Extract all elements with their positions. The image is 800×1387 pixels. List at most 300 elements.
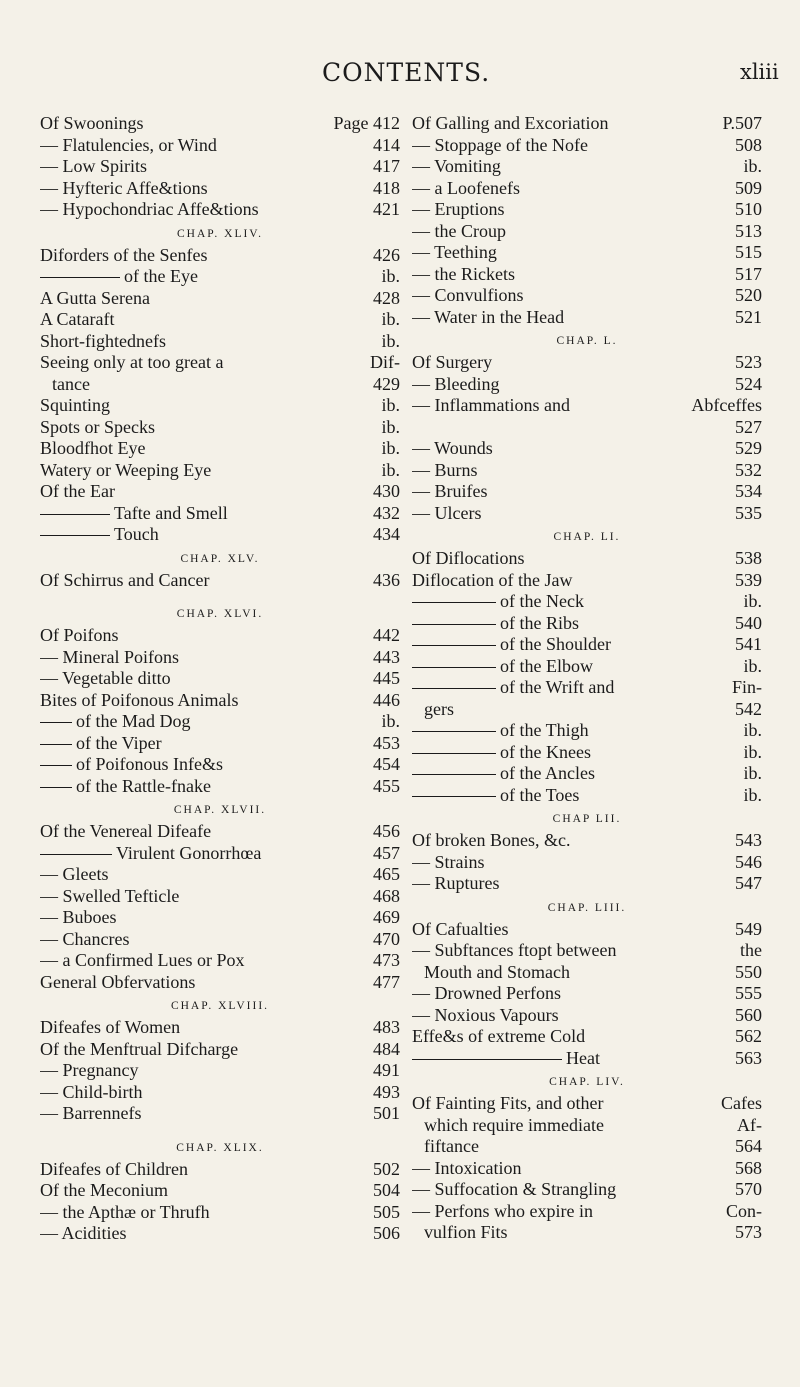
toc-entry	[412, 460, 762, 482]
toc-entry	[412, 264, 762, 286]
entry-page: Cafes	[721, 1093, 762, 1113]
entry-text: which require immediate	[424, 1114, 604, 1135]
entry-page: 470	[373, 928, 400, 949]
toc-entry	[40, 690, 400, 712]
toc-entry	[412, 221, 762, 243]
entry-text: — Mineral Poifons	[40, 646, 179, 667]
toc-entry	[40, 524, 400, 546]
entry-text: — Hypochondriac Affe&tions	[40, 199, 259, 219]
toc-entry	[412, 742, 762, 764]
toc-entry	[412, 352, 762, 374]
entry-page: 539	[735, 569, 762, 590]
entry-title	[40, 733, 362, 755]
entry-title	[412, 1115, 724, 1137]
chapter-heading: CHAP. XLVIII.	[170, 1000, 270, 1012]
entry-text: — the Croup	[412, 220, 506, 241]
entry-text: Seeing only at too great a	[40, 352, 224, 372]
entry-title	[412, 503, 724, 525]
entry-text: Bites of Poifonous Animals	[40, 689, 239, 710]
toc-entry	[40, 570, 400, 592]
toc-entry	[40, 1180, 400, 1202]
entry-text: — Suffocation & Strangling	[412, 1179, 617, 1199]
entry-page: 560	[735, 1004, 762, 1025]
entry-text: Touch	[114, 524, 159, 544]
toc-entry	[40, 1159, 400, 1181]
entry-page: 454	[373, 754, 400, 774]
entry-page: 509	[735, 177, 762, 198]
entry-title	[412, 438, 724, 460]
entry-title	[40, 1017, 362, 1039]
toc-entry	[412, 852, 762, 874]
entry-title	[412, 199, 724, 221]
toc-entry	[40, 625, 400, 647]
entry-title	[40, 843, 362, 865]
entry-title	[40, 1180, 362, 1202]
entry-page: 535	[735, 502, 762, 523]
entry-page: 505	[373, 1201, 400, 1222]
toc-entry	[412, 720, 762, 742]
entry-text: — Water in the Head	[412, 306, 565, 327]
ditto-rule	[412, 731, 496, 732]
entry-page: 421	[373, 199, 400, 219]
spacer	[40, 591, 400, 601]
toc-entry	[40, 481, 400, 503]
toc-entry	[412, 1048, 762, 1070]
entry-title	[40, 668, 362, 690]
entry-text: Difeafes of Children	[40, 1158, 188, 1179]
entry-text: — the Apthæ or Thrufh	[40, 1201, 210, 1222]
entry-title	[412, 742, 724, 764]
entry-title	[40, 352, 362, 374]
entry-title	[40, 1223, 362, 1245]
toc-entry	[412, 178, 762, 200]
toc-entry	[412, 1158, 762, 1180]
toc-entry	[40, 1017, 400, 1039]
toc-entry	[40, 438, 400, 460]
entry-title	[40, 950, 362, 972]
entry-text: — Bruifes	[412, 481, 488, 501]
entry-text: — Eruptions	[412, 199, 505, 219]
entry-page: ib.	[381, 711, 400, 731]
toc-entry	[412, 613, 762, 635]
chapter-heading: CHAP. LIII.	[547, 901, 627, 914]
entry-title	[40, 972, 362, 994]
entry-text: Of Swoonings	[40, 113, 144, 133]
entry-text: of the Ribs	[500, 612, 579, 633]
entry-page: 426	[373, 244, 400, 265]
toc-entry	[40, 417, 400, 439]
entry-page: 573	[735, 1222, 762, 1242]
chapter-heading: CHAP. XLVI.	[176, 608, 264, 620]
toc-entry	[40, 843, 400, 865]
entry-page: 508	[735, 134, 762, 155]
entry-title	[412, 1201, 724, 1223]
toc-entry	[40, 1223, 400, 1245]
entry-page: 534	[735, 481, 762, 501]
entry-title	[40, 245, 362, 267]
entry-page: 547	[735, 873, 762, 893]
entry-page: 469	[373, 907, 400, 927]
entry-page: ib.	[381, 309, 400, 329]
entry-text: — Noxious Vapours	[412, 1004, 559, 1025]
entry-page: 436	[373, 569, 400, 590]
entry-title	[412, 374, 724, 396]
entry-title	[412, 307, 724, 329]
entry-page: 543	[735, 830, 762, 850]
entry-page: 564	[735, 1136, 762, 1156]
entry-text: Of Surgery	[412, 352, 493, 372]
entry-title	[40, 570, 362, 592]
entry-text: fiftance	[424, 1136, 479, 1156]
toc-entry	[412, 503, 762, 525]
entry-title	[40, 266, 362, 288]
entry-title	[412, 785, 724, 807]
entry-text: — Strains	[412, 851, 485, 872]
toc-entry	[40, 776, 400, 798]
toc-entry	[412, 156, 762, 178]
toc-entry	[40, 331, 400, 353]
entry-text: — Bleeding	[412, 373, 500, 394]
entry-title	[40, 690, 362, 712]
entry-page: 484	[373, 1038, 400, 1059]
entry-page: ib.	[743, 591, 762, 611]
entry-text: — Drowned Perfons	[412, 983, 561, 1003]
entry-text: — Buboes	[40, 907, 117, 927]
entry-title	[40, 1039, 362, 1061]
entry-page: 524	[735, 373, 762, 394]
toc-entry	[412, 1201, 762, 1223]
entry-text: General Obfervations	[40, 971, 196, 992]
entry-page: 465	[373, 864, 400, 884]
toc-entry	[40, 886, 400, 908]
ditto-rule	[412, 624, 496, 625]
chapter-heading: CHAP. XLIV.	[176, 227, 263, 240]
toc-entry	[40, 711, 400, 733]
entry-text: — Subftances ftopt between	[412, 940, 617, 960]
entry-title	[412, 1026, 724, 1048]
toc-entry	[412, 285, 762, 307]
entry-title	[412, 634, 724, 656]
entry-page: 417	[373, 156, 400, 176]
entry-text: tance	[52, 373, 90, 394]
entry-page: 510	[735, 199, 762, 219]
entry-page: Abfceffes	[691, 395, 762, 415]
entry-page: ib.	[381, 416, 400, 437]
entry-text: gers	[424, 698, 454, 719]
entry-text: of the Rattle-fnake	[76, 775, 211, 796]
entry-title	[40, 886, 362, 908]
toc-entry	[412, 830, 762, 852]
entry-text: — Teething	[412, 242, 497, 262]
entry-title	[412, 720, 724, 742]
entry-text: — Stoppage of the Nofe	[412, 134, 588, 155]
entry-text: Watery or Weeping Eye	[40, 459, 212, 480]
entry-title	[412, 570, 724, 592]
toc-entry	[40, 864, 400, 886]
entry-title	[40, 309, 362, 331]
entry-title	[412, 1136, 724, 1158]
entry-text: — Acidities	[40, 1223, 127, 1243]
toc-entry	[40, 309, 400, 331]
chapter-heading: CHAP. LIV.	[549, 1076, 625, 1088]
toc-entry	[40, 245, 400, 267]
entry-page: 538	[735, 548, 762, 568]
toc-entry	[412, 677, 762, 699]
ditto-rule	[412, 645, 496, 646]
toc-entry	[412, 962, 762, 984]
entry-title	[40, 1082, 362, 1104]
entry-page: 453	[373, 732, 400, 753]
page-title: CONTENTS.	[322, 58, 491, 87]
entry-title	[412, 1222, 724, 1244]
entry-page: ib.	[381, 438, 400, 458]
entry-text: Of Cafualties	[412, 918, 509, 939]
entry-page: the	[740, 940, 762, 960]
toc-entry	[412, 1179, 762, 1201]
entry-text: vulfion Fits	[424, 1222, 508, 1242]
toc-entry	[40, 1103, 400, 1125]
entry-page: 550	[735, 961, 762, 982]
toc-entry	[412, 919, 762, 941]
toc-entry	[412, 940, 762, 962]
chapter-heading: CHAP. XLV.	[180, 552, 260, 565]
entry-text: Of Galling and Excoriation	[412, 113, 609, 133]
toc-entry	[40, 972, 400, 994]
chapter-heading: CHAP. XLVII.	[173, 804, 267, 816]
ditto-rule	[40, 535, 110, 536]
entry-text: of the Mad Dog	[76, 711, 191, 731]
ditto-rule	[412, 774, 496, 775]
entry-title	[40, 625, 362, 647]
toc-entry	[412, 199, 762, 221]
entry-page: ib.	[381, 330, 400, 351]
entry-page: 546	[735, 851, 762, 872]
entry-page: 549	[735, 918, 762, 939]
entry-text: Diforders of the Senfes	[40, 244, 208, 265]
entry-text: — Hyfteric Affe&tions	[40, 177, 208, 198]
entry-page: 529	[735, 438, 762, 458]
entry-title	[40, 395, 362, 417]
chapter-heading: CHAP. LI.	[553, 531, 621, 543]
entry-page: 477	[373, 971, 400, 992]
entry-title	[412, 656, 724, 678]
entry-title	[40, 503, 362, 525]
entry-text: Of broken Bones, &c.	[412, 830, 571, 850]
entry-page: P.507	[722, 113, 762, 133]
entry-text: Tafte and Smell	[114, 502, 228, 523]
toc-entry	[412, 570, 762, 592]
entry-page: 445	[373, 668, 400, 688]
entry-page: 532	[735, 459, 762, 480]
toc-entry	[412, 438, 762, 460]
entry-title	[412, 242, 724, 264]
toc-entry	[40, 754, 400, 776]
ditto-rule	[412, 688, 496, 689]
entry-title	[40, 864, 362, 886]
toc-entry	[412, 1222, 762, 1244]
entry-page: 542	[735, 698, 762, 719]
ditto-rule	[40, 765, 72, 766]
contents-column-right	[412, 113, 762, 1244]
entry-title	[40, 776, 362, 798]
toc-entry	[412, 1026, 762, 1048]
entry-page: 468	[373, 885, 400, 906]
toc-entry	[412, 1115, 762, 1137]
entry-text: Heat	[566, 1047, 600, 1068]
ditto-rule	[40, 277, 120, 278]
entry-title	[412, 135, 724, 157]
entry-title	[40, 907, 362, 929]
toc-entry	[40, 113, 400, 135]
entry-page: 430	[373, 481, 400, 501]
entry-title	[40, 417, 362, 439]
entry-text: — Pregnancy	[40, 1060, 139, 1080]
toc-entry	[412, 307, 762, 329]
toc-entry	[40, 135, 400, 157]
entry-text: — Convulfions	[412, 285, 524, 305]
entry-page: ib.	[743, 763, 762, 783]
entry-text: of the Shoulder	[500, 634, 611, 654]
entry-title	[412, 1048, 724, 1070]
entry-title	[412, 178, 724, 200]
ditto-rule	[412, 667, 496, 668]
toc-entry	[40, 907, 400, 929]
entry-page: 443	[373, 646, 400, 667]
entry-text: — Chancres	[40, 928, 130, 949]
entry-page: 513	[735, 220, 762, 241]
entry-text: Effe&s of extreme Cold	[412, 1026, 586, 1046]
entry-text: — a Loofenefs	[412, 177, 520, 198]
entry-text: — Vomiting	[412, 156, 501, 176]
entry-page: 520	[735, 285, 762, 305]
entry-text: — Child-birth	[40, 1081, 143, 1102]
entry-page: 434	[373, 524, 400, 544]
entry-page: 562	[735, 1026, 762, 1046]
toc-entry	[412, 763, 762, 785]
entry-page: 504	[373, 1180, 400, 1200]
page-number: xliii	[740, 60, 779, 84]
toc-entry	[412, 656, 762, 678]
entry-text: of Poifonous Infe&s	[76, 754, 223, 774]
entry-text: — Intoxication	[412, 1157, 522, 1178]
entry-text: — Vegetable ditto	[40, 668, 171, 688]
entry-text: — Flatulencies, or Wind	[40, 134, 217, 155]
entry-page: 521	[735, 306, 762, 327]
entry-title	[412, 264, 724, 286]
entry-page: Page 412	[333, 113, 400, 133]
entry-text: Bloodfhot Eye	[40, 438, 146, 458]
entry-page: ib.	[743, 741, 762, 762]
entry-page: 418	[373, 177, 400, 198]
entry-text: Of Schirrus and Cancer	[40, 569, 210, 590]
entry-text: Short-fightednefs	[40, 330, 166, 351]
toc-entry	[412, 135, 762, 157]
ditto-rule	[40, 854, 112, 855]
toc-entry	[412, 481, 762, 503]
entry-title	[40, 1103, 362, 1125]
toc-entry	[412, 113, 762, 135]
entry-text: of the Ancles	[500, 763, 595, 783]
chapter-heading: CHAP LII.	[552, 813, 622, 825]
entry-title	[40, 929, 362, 951]
entry-page: 429	[373, 373, 400, 394]
entry-text: Difeafes of Women	[40, 1017, 181, 1037]
entry-title	[40, 1159, 362, 1181]
ditto-rule	[40, 514, 110, 515]
ditto-rule	[412, 1059, 562, 1060]
entry-text: Of the Menftrual Difcharge	[40, 1038, 239, 1059]
entry-text: of the Neck	[500, 591, 584, 611]
entry-title	[412, 919, 724, 941]
toc-entry	[412, 591, 762, 613]
entry-text: A Cataraft	[40, 309, 115, 329]
entry-title	[412, 113, 722, 135]
entry-page: 493	[373, 1081, 400, 1102]
entry-page: 541	[735, 634, 762, 654]
entry-text: of the Wrift and	[500, 677, 615, 697]
entry-text: Mouth and Stomach	[424, 961, 570, 982]
entry-title	[412, 1158, 724, 1180]
entry-page: 563	[735, 1047, 762, 1068]
toc-entry	[40, 395, 400, 417]
entry-text: Of the Venereal Difeafe	[40, 821, 212, 841]
entry-page: ib.	[381, 266, 400, 286]
entry-page: 502	[373, 1158, 400, 1179]
entry-page: 414	[373, 134, 400, 155]
toc-entry	[412, 395, 762, 417]
ditto-rule	[40, 744, 72, 745]
entry-title	[412, 221, 724, 243]
entry-page: ib.	[381, 459, 400, 480]
entry-title	[40, 1202, 362, 1224]
toc-entry	[412, 785, 762, 807]
entry-text: A Gutta Serena	[40, 287, 150, 308]
entry-page: Af-	[737, 1114, 762, 1135]
toc-entry	[412, 699, 762, 721]
toc-entry	[40, 1202, 400, 1224]
spacer	[40, 1125, 400, 1135]
entry-page: ib.	[381, 395, 400, 415]
entry-page: 456	[373, 821, 400, 841]
toc-entry	[412, 1005, 762, 1027]
entry-page: ib.	[743, 156, 762, 176]
entry-title	[412, 460, 724, 482]
entry-title	[412, 830, 724, 852]
entry-text: — a Confirmed Lues or Pox	[40, 950, 245, 970]
entry-page: 523	[735, 352, 762, 372]
ditto-rule	[412, 602, 496, 603]
entry-text: — Burns	[412, 459, 478, 480]
toc-entry	[40, 178, 400, 200]
entry-text: of the Thigh	[500, 720, 589, 740]
toc-entry	[412, 417, 762, 439]
entry-title	[40, 821, 362, 843]
entry-page: ib.	[743, 784, 762, 805]
entry-page: 515	[735, 242, 762, 262]
toc-entry	[412, 634, 762, 656]
entry-page: 517	[735, 263, 762, 284]
entry-title	[40, 460, 362, 482]
toc-entry	[40, 352, 400, 374]
entry-page: 457	[373, 842, 400, 863]
entry-text: of the Toes	[500, 784, 580, 805]
toc-entry	[40, 668, 400, 690]
entry-page: 432	[373, 502, 400, 523]
toc-entry	[40, 503, 400, 525]
toc-entry	[40, 1039, 400, 1061]
entry-page: 540	[735, 612, 762, 633]
entry-title	[412, 395, 691, 417]
